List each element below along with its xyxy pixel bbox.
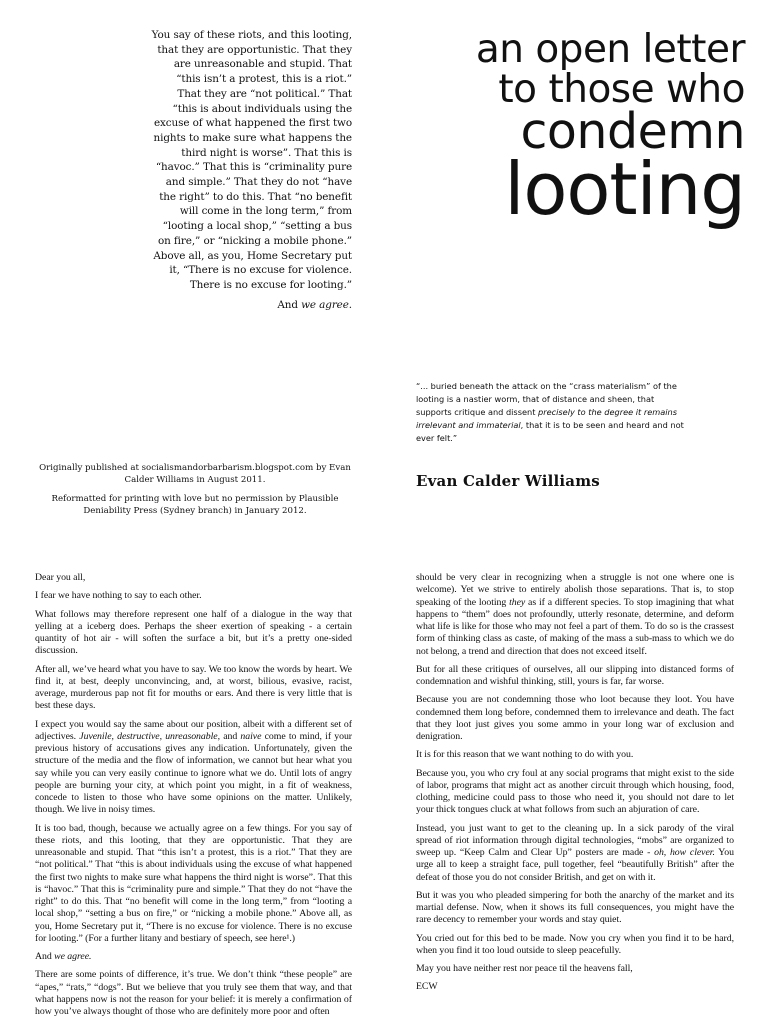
text-run: and <box>219 730 241 742</box>
signature: ECW <box>416 981 438 993</box>
text-run: You urge all to keep a straight face, pull together, feel “beautifully British” after the defeat of those you do not consider British, and get on with it. <box>416 847 734 883</box>
author-name: Evan Calder Williams <box>416 472 600 490</box>
we-agree-emphasis: we agree <box>301 298 349 311</box>
paragraph: You cried out for this bed to be made. Now you cry when you find it to be hard, when you find it too loud outside to sleep peacefully. <box>416 932 734 956</box>
credits-reformatted: Reformatted for printing with love but no permission by Plausible Deniability Press (Sydney branch) in January 2012. <box>51 494 339 516</box>
quote-part-2: , that it is to be seen and heard and not ever felt.” <box>416 420 684 443</box>
text-run: come to mind, if your previous history of accusations gives any indication. Unfortunately, given the structure of the media and the flow of information, we cannot but hear what you say while you can very easily continue to ignore what we do. Until lots of angry people are burning your city, at which point you might, in a fit of weakness, concede to listen to those who have some opinions on the matter. Unlikely, though. We live in noisy times. <box>35 730 352 816</box>
paragraph: Because you are not condemning those who loot because they loot. You have condemned them long before, condemned them to irrelevance and death. The fact that they loot just gives you some ammo in your long war of exclusion and denigration. <box>416 694 734 742</box>
text-emphasis: they <box>509 596 526 608</box>
intro-we-agree <box>150 298 352 313</box>
paragraph: There are some points of difference, it’s true. We don’t think “these people” are “apes,” “rats,” “dogs”. But we believe that you truly see them that way, and that what happens now is not the reason for your belief: it is merely a confirmation of how you’ve always thought of those who are definitely more poor and often <box>35 969 352 1017</box>
paragraph: After all, we’ve heard what you have to say. We too know the words by heart. We find it, at best, deeply unconvincing, and, at worst, bilious, evasive, racist, average, murderous pap not fit for mouths or ears. And there is very little that is best these days. <box>35 663 352 712</box>
paragraph <box>416 823 734 884</box>
paragraph <box>416 572 734 658</box>
paragraph: Dear you all, <box>35 572 86 583</box>
text-emphasis: Juvenile, destructive, unreasonable, <box>79 730 220 742</box>
text-emphasis: we agree. <box>54 951 92 962</box>
quote-emphasis: precisely to the degree it remains irrelevant and immaterial <box>416 407 677 430</box>
paragraph: Because you, you who cry foul at any social programs that might exist to the side of labor, programs that might act as another circuit through which housing, food, clothing, medicine could pass to those who need it, you should not dare to let your thick tongues cluck at what follows from such an abjuration of care. <box>416 767 734 816</box>
text-emphasis: oh, how clever. <box>654 847 715 858</box>
paragraph: It is too bad, though, because we actually agree on a few things. For you say of these riots, and this looting, that they are opportunistic. That they are unreasonable and stupid. That “this isn’t a protest, this is a riot.” That they are “not political.” That “this is about individuals using the excuse of what happened the first two nights to make sure what happens the third night is worse”. That this is “havoc.” That this is “criminality pure and simple.” That they do not “have the right” to do this. That “no benefit will come in the long term,” from “looting a local shop,” “setting a bus on fire,” or “nicking a mobile phone.” Above all, as you, Home Secretary put it, “There is no excuse for violence. There is no excuse for looting.” (For a further litany and bestiary of speech, see here¹.) <box>35 822 352 944</box>
body-column-right <box>416 572 734 1024</box>
paragraph: It is for this reason that we want nothing to do with you. <box>416 749 634 761</box>
title-line-4: looting <box>504 147 745 231</box>
intro-block <box>150 28 352 312</box>
title-line-1: an open letter <box>475 27 745 72</box>
body-column-left <box>35 572 352 1024</box>
paragraph: May you have neither rest nor peace til the heavens fall, <box>416 963 633 974</box>
text-run: should be very clear in recognizing when a struggle is not one where one is welcome). Yet we strive to entirely abolish those separations. That is, to stop speaking of the looting <box>416 572 734 608</box>
paragraph: What follows may therefore represent one half of a dialogue in the way that yelling at a iceberg does. Perhaps the sheer exertion of speaking - a certain quantity of hot air - will soften the surface a bit, but it’s a pretty one-sided discussion. <box>35 608 352 657</box>
paragraph <box>35 719 352 817</box>
credits-original: Originally published at socialismandorbarbarism.blogspot.com by Evan Calder Williams in August 2011. <box>39 463 351 485</box>
paragraph: But for all these critiques of ourselves, all our slipping into distanced forms of condemnation and wishful thinking, still, yours is far, far worse. <box>416 663 734 687</box>
we-agree-prefix: And <box>277 298 302 311</box>
text-run: Instead, you just want to get to the cleaning up. In a sick parody of the viral spread of riot information through digital technologies, “mobs” are organized to sweep up. “Keep Calm and Clear Up” posters are made - <box>416 822 734 858</box>
intro-text: You say of these riots, and this looting, that they are opportunistic. That they are unreasonable and stupid. That “this isn’t a protest, this is a riot.” That they are “not political.” That “this is about individuals using the excuse of what happened the first two nights to make sure what happens the third night is worse”. That this is “havoc.” That this is “criminality pure and simple.” That they do not “have the right” to do this. That “no benefit will come in the long term,” from “looting a local shop,” “setting a bus on fire,” or “nicking a mobile phone.” Above all, as you, Home Secretary put it, “There is no excuse for violence. There is no excuse for looting.” <box>151 29 352 291</box>
title-line-2: to those who <box>498 67 745 112</box>
paragraph <box>35 951 352 963</box>
page-title <box>405 27 745 231</box>
text-emphasis: naive <box>240 730 262 742</box>
title-line-3: condemn <box>520 103 745 160</box>
we-agree-suffix: . <box>348 298 352 311</box>
paragraph: But it was you who pleaded simpering for both the anarchy of the market and its martial defense. Now, when it shows its full consequences, you might have the rare decency to remember your words and stay quiet. <box>416 889 734 926</box>
paragraph: I fear we have nothing to say to each other. <box>35 590 202 602</box>
text-run: as if a different species. To stop imagining that what happens to “them” does not profoundly, utterly resonate, determine, and deform what life is like for those who may not feel a part of them. To do so is the crassest form of thinking class as caste, of making of the mass a sub-mass to which we do not belong, a trend and direction that does not exceed itself. <box>416 596 734 657</box>
text-run: I expect you would say the same about our position, albeit with a different set of adjectives. <box>35 718 352 742</box>
publication-credits <box>30 462 360 524</box>
quote-part-1: “... buried beneath the attack on the “crass materialism” of the looting is a nastier worm, that of distance and sheen, that supports critique and dissent <box>416 381 677 417</box>
text-run: And <box>35 951 55 962</box>
epigraph-quote <box>416 380 686 445</box>
